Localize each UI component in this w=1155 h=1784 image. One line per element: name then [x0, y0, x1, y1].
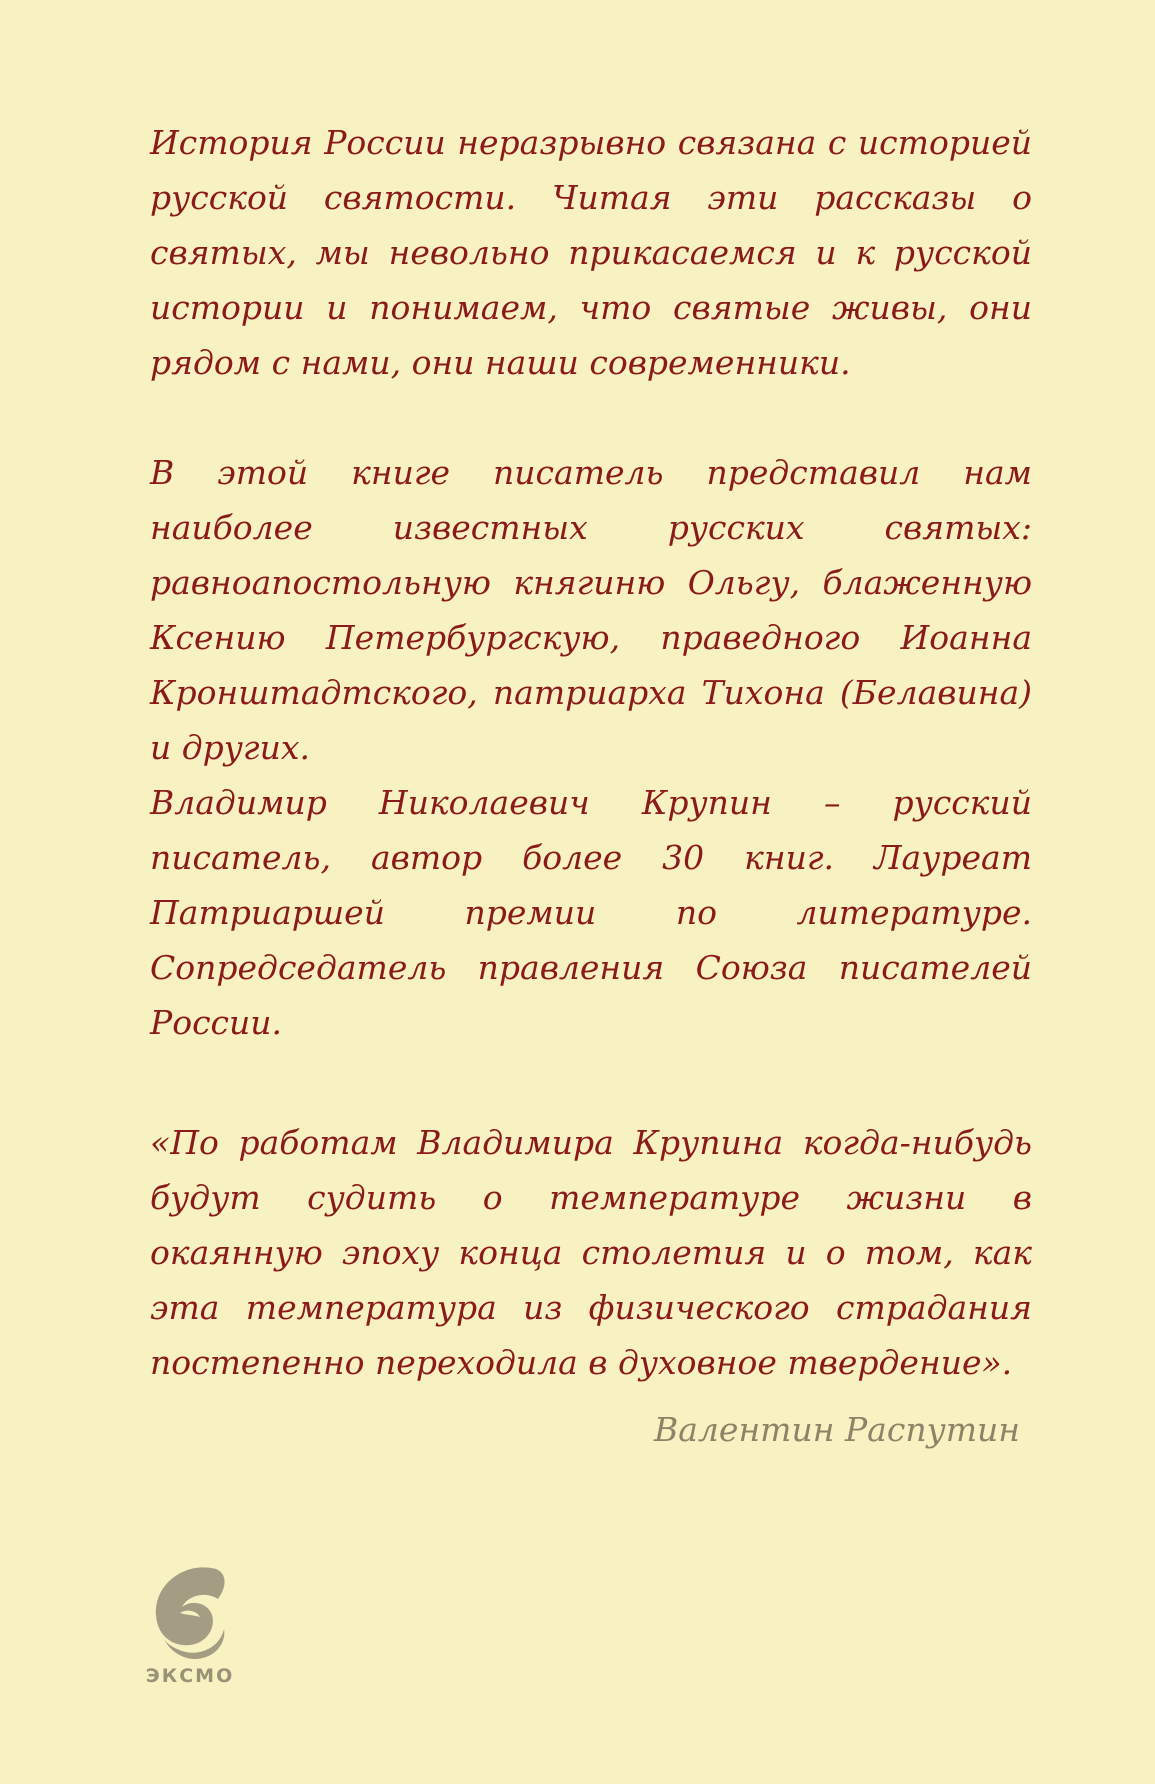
description-paragraph-saints: В этой книге писатель представил нам наиболее известных русских святых: равноапостольную княгиню Ольгу, блаженную Ксению Петербургскую, праведного Иоанна Кронштадтского, патриарха Тихона (Белавина) и других.: [150, 453, 1032, 767]
quote-author: Валентин Распутин: [653, 1410, 1020, 1449]
publisher-name: ЭКСМО: [145, 1665, 235, 1687]
description-paragraph-history: История России неразрывно связана с историей русской святости. Читая эти рассказы о святых, мы невольно прикасаемся и к русской истории и понимаем, что святые живы, они рядом с нами, они наши современники.: [150, 123, 1032, 382]
author-bio-paragraph: Владимир Николаевич Крупин – русский писатель, автор более 30 книг. Лауреат Патриаршей премии по литературе. Сопредседатель правления Союза писателей России.: [150, 783, 1032, 1042]
review-quote: «По работам Владимира Крупина когда-нибудь будут судить о температуре жизни в окаянную эпоху конца столетия и о том, как эта температура из физического страдания постепенно переходила в духовное твердение».: [150, 1123, 1032, 1382]
